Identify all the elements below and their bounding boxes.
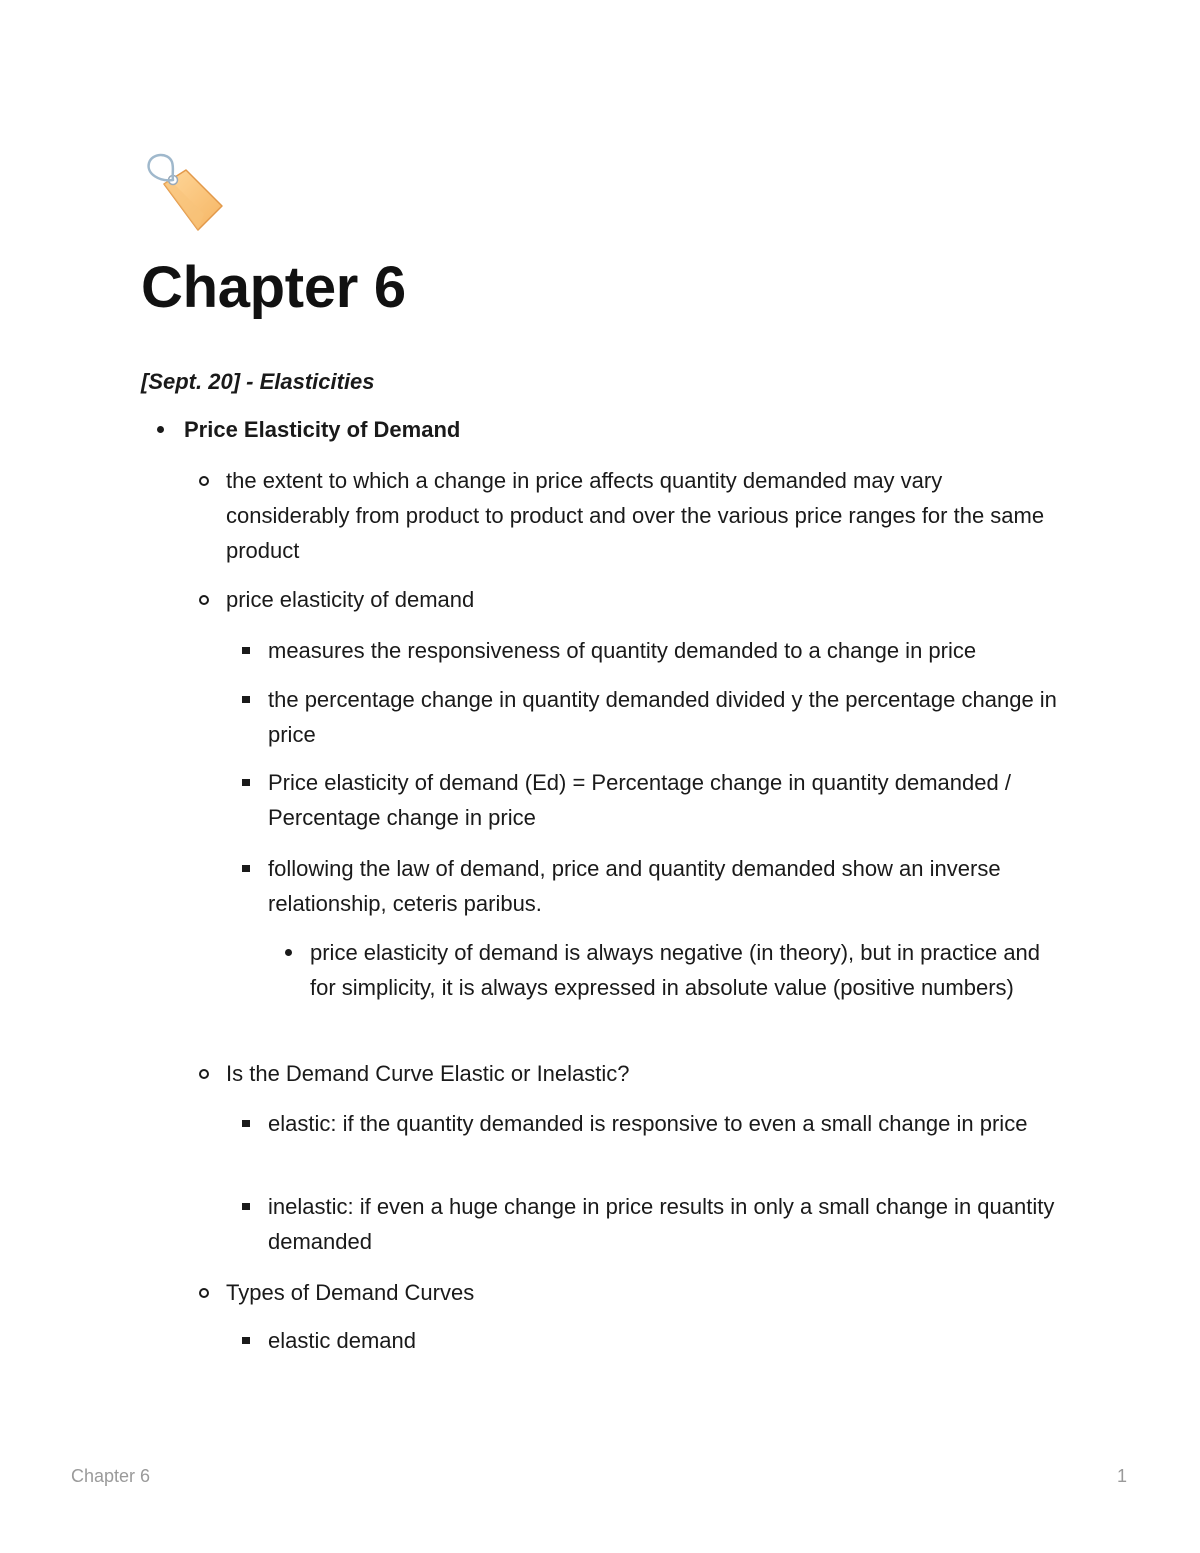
- bullet-square-icon: [242, 865, 250, 872]
- list-item: [268, 1323, 1068, 1358]
- list-item-text: elastic: if the quantity demanded is responsive to even a small change in price: [268, 1111, 1028, 1136]
- list-item: [268, 1189, 1068, 1259]
- list-item: [226, 463, 1066, 568]
- list-item: [226, 1056, 1066, 1091]
- bullet-disc-icon: [157, 426, 164, 433]
- list-item: [268, 851, 1068, 921]
- page-title: Chapter 6: [141, 255, 406, 320]
- bullet-circle-icon: [199, 476, 209, 486]
- list-item-text: inelastic: if even a huge change in price results in only a small change in quantity demanded: [268, 1194, 1055, 1254]
- list-item-text: Price Elasticity of Demand: [184, 417, 461, 442]
- bullet-square-icon: [242, 1337, 250, 1344]
- list-item: [184, 412, 1084, 447]
- list-item: [268, 633, 1068, 668]
- page-number: 1: [1117, 1466, 1128, 1486]
- bullet-square-icon: [242, 1120, 250, 1127]
- bullet-disc-icon: [285, 949, 292, 956]
- bullet-circle-icon: [199, 595, 209, 605]
- list-item-text: the percentage change in quantity demanded divided y the percentage change in price: [268, 687, 1057, 747]
- list-item-text: Types of Demand Curves: [226, 1280, 475, 1305]
- list-item-text: elastic demand: [268, 1328, 416, 1353]
- bullet-square-icon: [242, 647, 250, 654]
- price-tag-icon: [140, 150, 230, 240]
- footer-title: Chapter 6: [71, 1466, 151, 1486]
- list-item: [226, 1275, 1066, 1310]
- list-item: [268, 765, 1068, 835]
- list-item-text: Is the Demand Curve Elastic or Inelastic?: [226, 1061, 630, 1086]
- list-item-text: following the law of demand, price and quantity demanded show an inverse relationship, ceteris paribus.: [268, 856, 1001, 916]
- list-item-text: Price elasticity of demand (Ed) = Percentage change in quantity demanded / Percentage change in price: [268, 770, 1011, 830]
- bullet-square-icon: [242, 696, 250, 703]
- list-item: [268, 1106, 1068, 1141]
- bullet-circle-icon: [199, 1069, 209, 1079]
- section-heading: [Sept. 20] - Elasticities: [141, 369, 375, 394]
- list-item: [310, 935, 1070, 1005]
- list-item-text: price elasticity of demand is always negative (in theory), but in practice and for simplicity, it is always expressed in absolute value (positive numbers): [310, 940, 1041, 1000]
- bullet-square-icon: [242, 1203, 250, 1210]
- list-item-text: measures the responsiveness of quantity demanded to a change in price: [268, 638, 977, 663]
- bullet-square-icon: [242, 779, 250, 786]
- list-item: [226, 582, 1066, 617]
- list-item-text: price elasticity of demand: [226, 587, 475, 612]
- list-item: [268, 682, 1068, 752]
- list-item-text: the extent to which a change in price affects quantity demanded may vary considerably from product to product and over the various price ranges for the same product: [226, 468, 1045, 563]
- bullet-circle-icon: [199, 1288, 209, 1298]
